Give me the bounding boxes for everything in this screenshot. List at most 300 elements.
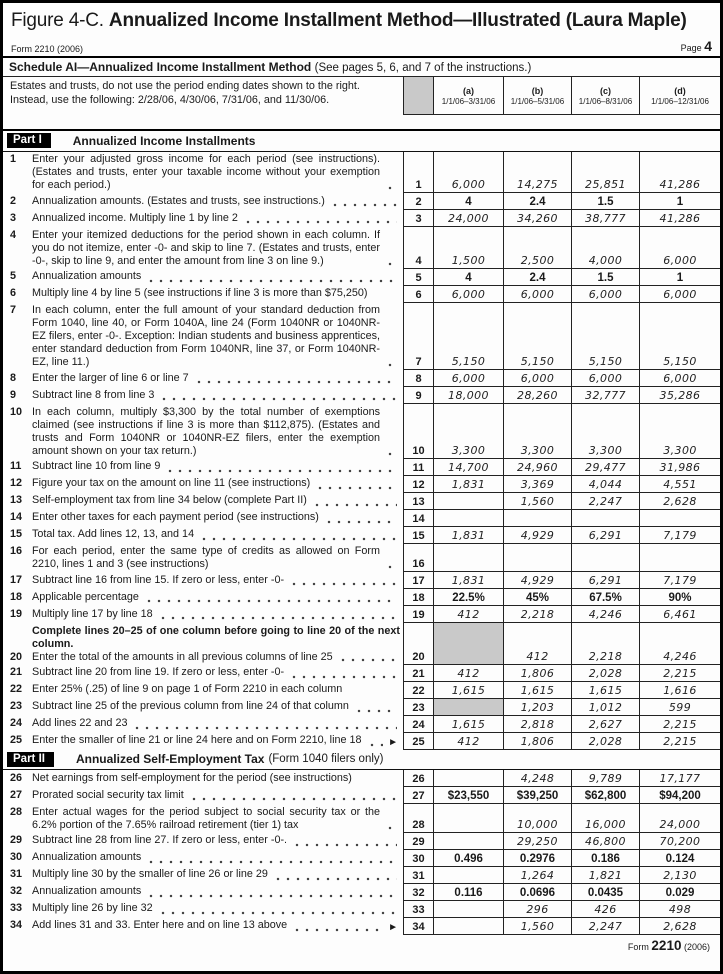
form-line-row: [3, 787, 720, 804]
value-cell-c: $62,800: [571, 787, 639, 804]
value-cell-c: 6,291: [571, 527, 639, 544]
line-description-text: [10, 270, 400, 285]
line-description-text: [10, 591, 400, 606]
line-description-text: [10, 608, 400, 623]
line-description: [3, 699, 403, 716]
line-number-left: 21: [10, 666, 23, 678]
line-description: [3, 493, 403, 510]
value-cell-b: 24,960: [503, 459, 571, 476]
form-line-row: [3, 606, 720, 623]
value-cell-a: 412: [433, 606, 503, 623]
dot-leader: [330, 197, 397, 207]
value-cell-a: [433, 901, 503, 918]
value-cell-c: [571, 544, 639, 573]
value-cell-a: 0.496: [433, 850, 503, 867]
dot-leader: [292, 837, 397, 847]
form-line-row: [3, 850, 720, 867]
line-number-left: 4: [10, 228, 17, 241]
footer-form-label: Form: [627, 941, 649, 952]
line-text: Annualization amounts: [32, 270, 142, 282]
line-description-text: [10, 789, 400, 804]
form-line-row: [3, 493, 720, 510]
value-cell-b: 29,250: [503, 833, 571, 850]
line-description: [3, 544, 403, 573]
line-description: [3, 665, 403, 682]
line-description-text: [10, 666, 400, 681]
line-number-left: 12: [10, 477, 23, 489]
line-text: Net earnings from self-employment for the period (see instructions): [32, 771, 352, 784]
line-text: Enter the larger of line 6 or line 7: [32, 371, 189, 384]
value-cell-c: 1,615: [571, 682, 639, 699]
column-header-b: [503, 77, 571, 115]
value-cell-a: 24,000: [433, 210, 503, 227]
column-letter: (d): [674, 85, 686, 96]
value-cell-c: 3,300: [571, 404, 639, 459]
value-cell-b: [503, 544, 571, 573]
dot-leader: [289, 576, 397, 586]
value-cell-a: 6,000: [433, 286, 503, 303]
value-cell-c: 6,000: [571, 370, 639, 387]
form-line-row: [3, 152, 720, 194]
line-description-text: [10, 528, 400, 543]
value-cell-a: 412: [433, 665, 503, 682]
line-text: Annualization amounts: [32, 885, 142, 897]
part1-title: Annualized Income Installments: [72, 133, 256, 148]
value-cell-d: $94,200: [639, 787, 720, 804]
column-letter: (b): [531, 85, 544, 96]
part2-header: [3, 750, 720, 771]
line-description-text: [10, 683, 400, 698]
form-line-row: [3, 699, 720, 716]
value-cell-a: [433, 510, 503, 527]
dot-leader: [385, 820, 397, 830]
estates-trusts-note: Estates and trusts, do not use the period ending dates shown to the right. Instead, use the following: 2/28/06, 4/30/06, 7/31/06, and 11/30/06.: [10, 80, 360, 106]
line-number-cell: 14: [403, 510, 433, 527]
line-description: [3, 850, 403, 867]
value-cell-a: [433, 493, 503, 510]
line-number-left: 27: [10, 788, 23, 801]
value-cell-d: 41,286: [639, 210, 720, 227]
value-cell-d: 1: [639, 193, 720, 210]
value-cell-b: 0.0696: [503, 884, 571, 901]
value-cell-a: 4: [433, 193, 503, 210]
line-number-left: 1: [10, 153, 17, 165]
value-cell-d: 1,616: [639, 682, 720, 699]
value-cell-d: 2,130: [639, 867, 720, 884]
column-header-a: [433, 77, 503, 115]
line-number-cell: 4: [403, 227, 433, 269]
line-number-left: 2: [10, 194, 17, 207]
line-description: [3, 370, 403, 387]
line-description-text: [10, 406, 400, 458]
value-cell-b: 0.2976: [503, 850, 571, 867]
form-id: Form 2210 (2006): [11, 44, 84, 54]
value-cell-a: 6,000: [433, 152, 503, 194]
column-range: 1/1/06–5/31/06: [510, 96, 565, 106]
value-cell-a: 1,500: [433, 227, 503, 269]
value-cell-d: 70,200: [639, 833, 720, 850]
line-description-text: [10, 717, 400, 732]
line-text: Total tax. Add lines 12, 13, and 14: [32, 528, 195, 540]
line-description: [3, 623, 403, 665]
line-number-cell: 31: [403, 867, 433, 884]
line-text: Multiply line 26 by line 32: [32, 902, 153, 914]
value-cell-c: 2,218: [571, 623, 639, 665]
dot-leader: [292, 922, 383, 932]
value-cell-d: 7,179: [639, 527, 720, 544]
shaded-corner-cell: [403, 77, 433, 115]
line-description-text: [10, 919, 400, 934]
value-cell-d: 3,300: [639, 404, 720, 459]
line-text: Enter 25% (.25) of line 9 on page 1 of Form 2210 in each column: [32, 683, 343, 695]
line-number-cell: 3: [403, 210, 433, 227]
value-cell-b: 5,150: [503, 303, 571, 371]
form-line-row: [3, 476, 720, 493]
value-cell-b: 2,218: [503, 606, 571, 623]
line-number-left: 5: [10, 270, 17, 282]
line-number-cell: 34: [403, 918, 433, 935]
dot-leader: [312, 497, 397, 507]
value-cell-d: 5,150: [639, 303, 720, 371]
line-text: Subtract line 16 from line 15. If zero or less, enter -0-: [32, 573, 285, 586]
value-cell-b: 1,806: [503, 733, 571, 750]
value-cell-c: 1.5: [571, 193, 639, 210]
value-cell-b: 3,369: [503, 476, 571, 493]
value-cell-b: 1,264: [503, 867, 571, 884]
dot-leader: [385, 357, 397, 367]
value-cell-c: 32,777: [571, 387, 639, 404]
value-cell-c: 0.0435: [571, 884, 639, 901]
value-cell-d: 4,551: [639, 476, 720, 493]
value-cell-a: 1,831: [433, 476, 503, 493]
form-line-row: [3, 227, 720, 269]
value-cell-c: 38,777: [571, 210, 639, 227]
page-footer: [3, 935, 720, 953]
value-cell-b: 412: [503, 623, 571, 665]
line-text: Multiply line 4 by line 5 (see instructions if line 3 is more than $75,250): [32, 287, 368, 299]
value-cell-a: [433, 699, 503, 716]
line-description: [3, 833, 403, 850]
form-line-row: [3, 210, 720, 227]
line-number-cell: 6: [403, 286, 433, 303]
value-cell-d: 1: [639, 269, 720, 286]
value-cell-b: 4,248: [503, 770, 571, 787]
line-number-left: 25: [10, 734, 23, 746]
line-description: [3, 682, 403, 699]
line-number-left: 19: [10, 607, 23, 620]
footer-form-year: (2006): [683, 941, 710, 952]
value-cell-c: 25,851: [571, 152, 639, 194]
form-line-row: [3, 901, 720, 918]
line-number-cell: 26: [403, 770, 433, 787]
form-line-row: [3, 544, 720, 573]
part2-rows: [3, 770, 720, 935]
page-indicator: [681, 38, 712, 54]
value-cell-a: [433, 544, 503, 573]
value-cell-a: [433, 833, 503, 850]
value-cell-a: 5,150: [433, 303, 503, 371]
value-cell-b: 3,300: [503, 404, 571, 459]
value-cell-d: 4,246: [639, 623, 720, 665]
line-number-left: 29: [10, 834, 23, 846]
dot-leader: [243, 214, 397, 224]
value-cell-b: 1,615: [503, 682, 571, 699]
line-number-cell: 12: [403, 476, 433, 493]
line-number-cell: 22: [403, 682, 433, 699]
line-number-left: 33: [10, 902, 23, 914]
value-cell-b: 4,929: [503, 527, 571, 544]
line-text: Applicable percentage: [32, 590, 139, 603]
line-number-cell: 1: [403, 152, 433, 194]
form-line-row: [3, 459, 720, 476]
line-number-cell: 13: [403, 493, 433, 510]
column-range: 1/1/06–8/31/06: [578, 96, 633, 106]
line-description-text: [10, 700, 400, 715]
line-text: Add lines 31 and 33. Enter here and on line 13 above: [32, 919, 288, 931]
schedule-title: Schedule AI—Annualized Income Installment Method: [9, 60, 312, 74]
value-cell-a: [433, 867, 503, 884]
value-cell-c: [571, 510, 639, 527]
figure-label: Figure 4-C.: [11, 10, 104, 31]
line-description-text: [10, 287, 400, 302]
line-number-left: 23: [10, 700, 23, 712]
value-cell-c: 6,291: [571, 572, 639, 589]
line-number-left: 22: [10, 683, 23, 695]
part2-badge: Part II: [7, 752, 54, 767]
form-line-row: [3, 884, 720, 901]
line-number-cell: 32: [403, 884, 433, 901]
line-description: [3, 716, 403, 733]
line-number-left: 15: [10, 528, 23, 540]
line-description-text: [10, 511, 400, 526]
line-number-left: 26: [10, 771, 23, 784]
line-text: Enter the smaller of line 21 or line 24 here and on Form 2210, line 18: [32, 734, 362, 746]
line-number-left: 28: [10, 805, 23, 818]
form-line-row: [3, 370, 720, 387]
form-line-row: [3, 623, 720, 665]
value-cell-a: [433, 804, 503, 833]
line-text: In each column, enter the full amount of your standard deduction from Form 1040, line 40, or Form 1040A, line 24 (Form 1040NR or 1040NR-EZ filers, enter -0-. Exception: Indian students and business apprentices, enter standard deduction from Form 1040NR, line 37, or Form 1040NR-EZ, line 11.): [32, 304, 380, 368]
line-number-cell: 21: [403, 665, 433, 682]
part2-title: Annualized Self-Employment Tax: [75, 752, 265, 766]
line-number-left: 8: [10, 371, 17, 384]
line-description-text: [10, 885, 400, 900]
line-description: [3, 572, 403, 589]
value-cell-a: 6,000: [433, 370, 503, 387]
value-cell-b: 34,260: [503, 210, 571, 227]
form-line-row: [3, 804, 720, 833]
form-line-row: [3, 770, 720, 787]
part1-rows: [3, 152, 720, 750]
line-number-cell: 16: [403, 544, 433, 573]
line-description: [3, 901, 403, 918]
column-letter: (c): [600, 85, 611, 96]
line-number-cell: 25: [403, 733, 433, 750]
line-text: Figure your tax on the amount on line 11 (see instructions): [32, 477, 311, 489]
value-cell-c: 1,012: [571, 699, 639, 716]
line-description: [3, 733, 403, 750]
line-number-left: 30: [10, 851, 23, 863]
line-text: Subtract line 8 from line 3: [32, 388, 155, 401]
dot-leader: [273, 871, 397, 881]
dot-leader: [289, 669, 397, 679]
line-number-cell: 28: [403, 804, 433, 833]
dot-leader: [144, 593, 397, 603]
line-number-left: 17: [10, 573, 23, 586]
value-cell-b: 45%: [503, 589, 571, 606]
line-description-text: [10, 477, 400, 492]
column-range: 1/1/06–12/31/06: [651, 96, 709, 106]
value-cell-c: 4,000: [571, 227, 639, 269]
schedule-note: (See pages 5, 6, and 7 of the instructions.): [314, 62, 532, 74]
line-description: [3, 606, 403, 623]
line-description-text: [10, 212, 400, 227]
line-number-left: 11: [10, 460, 22, 472]
line-text: For each period, enter the same type of credits as allowed on Form 2210, lines 1 and 3 (see instructions): [32, 545, 380, 570]
line-note: Complete lines 20–25 of one column before going to line 20 of the next column.: [32, 624, 400, 650]
line-description: [3, 227, 403, 269]
dot-leader: [146, 273, 397, 283]
line-number-left: 34: [10, 919, 23, 931]
line-description: [3, 510, 403, 527]
line-description-text: [10, 389, 400, 404]
line-text: Enter other taxes for each payment period (see instructions): [32, 511, 319, 523]
value-cell-d: 6,000: [639, 286, 720, 303]
value-cell-c: 29,477: [571, 459, 639, 476]
line-number-cell: 18: [403, 589, 433, 606]
value-cell-b: 2.4: [503, 269, 571, 286]
value-cell-d: 6,000: [639, 370, 720, 387]
line-description-text: [10, 195, 400, 210]
value-cell-d: 2,215: [639, 716, 720, 733]
line-description: [3, 404, 403, 459]
line-text: Annualization amounts: [32, 851, 142, 863]
form-line-row: [3, 269, 720, 286]
line-description-text: [10, 902, 400, 917]
form-line-row: [3, 303, 720, 371]
value-cell-b: 10,000: [503, 804, 571, 833]
line-number-cell: 9: [403, 387, 433, 404]
value-cell-c: 4,246: [571, 606, 639, 623]
line-number-left: 31: [10, 868, 23, 880]
dot-leader: [385, 256, 397, 266]
value-cell-b: 2,818: [503, 716, 571, 733]
value-cell-d: 17,177: [639, 770, 720, 787]
line-text: Prorated social security tax limit: [32, 788, 184, 801]
line-description: [3, 193, 403, 210]
arrow-icon: ►: [388, 921, 398, 933]
line-description-text: [10, 772, 400, 787]
line-description: [3, 589, 403, 606]
line-text: Self-employment tax from line 34 below (complete Part II): [32, 494, 307, 506]
value-cell-c: 2,247: [571, 918, 639, 935]
value-cell-d: 6,461: [639, 606, 720, 623]
value-cell-a: 1,831: [433, 572, 503, 589]
page-number: 4: [704, 38, 712, 54]
schedule-title-row: [3, 58, 720, 77]
part1-badge: Part I: [7, 133, 51, 148]
line-text: Annualized income. Multiply line 1 by line 2: [32, 211, 238, 224]
line-description: [3, 770, 403, 787]
dot-leader: [385, 446, 397, 456]
line-description-text: [10, 372, 400, 387]
line-number-left: 32: [10, 885, 23, 897]
dot-leader: [165, 463, 397, 473]
value-cell-d: 2,215: [639, 733, 720, 750]
form-line-row: [3, 572, 720, 589]
value-cell-c: 2,247: [571, 493, 639, 510]
value-cell-a: [433, 918, 503, 935]
line-description: [3, 286, 403, 303]
value-cell-c: 1,821: [571, 867, 639, 884]
dot-leader: [146, 888, 397, 898]
line-number-cell: 27: [403, 787, 433, 804]
form-line-row: [3, 404, 720, 459]
line-description-text: [10, 834, 400, 849]
value-cell-b: 1,560: [503, 918, 571, 935]
form-line-row: [3, 193, 720, 210]
value-cell-a: 3,300: [433, 404, 503, 459]
value-cell-b: [503, 510, 571, 527]
column-header-c: [571, 77, 639, 115]
column-letter: (a): [463, 85, 474, 96]
value-cell-d: 6,000: [639, 227, 720, 269]
value-cell-a: 14,700: [433, 459, 503, 476]
line-number-left: 18: [10, 590, 23, 603]
dot-leader: [385, 559, 397, 569]
line-description: [3, 527, 403, 544]
line-number-cell: 30: [403, 850, 433, 867]
footer-form-number: 2210: [651, 937, 682, 953]
value-cell-c: 426: [571, 901, 639, 918]
line-description: [3, 303, 403, 371]
line-number-left: 20: [10, 650, 23, 663]
line-number-left: 9: [10, 388, 17, 401]
line-description: [3, 476, 403, 493]
value-cell-d: 2,215: [639, 665, 720, 682]
form-line-row: [3, 527, 720, 544]
arrow-icon: ►: [388, 736, 398, 748]
line-description-text: [10, 545, 400, 571]
line-number-cell: 7: [403, 303, 433, 371]
line-number-cell: 2: [403, 193, 433, 210]
line-number-left: 7: [10, 304, 17, 316]
line-text: In each column, multiply $3,300 by the total number of exemptions claimed (see instructions if line 3 is more than $112,875). (Estates and trusts and Form 1040NR or 1040NR-EZ filers, enter the exemption amount shown on your tax return.): [32, 405, 380, 457]
form-line-row: [3, 867, 720, 884]
dot-leader: [146, 854, 397, 864]
value-cell-a: 18,000: [433, 387, 503, 404]
value-cell-d: 35,286: [639, 387, 720, 404]
line-text: Subtract line 20 from line 19. If zero or less, enter -0-: [32, 666, 285, 678]
line-number-cell: 23: [403, 699, 433, 716]
line-text: Annualization amounts. (Estates and trusts, see instructions.): [32, 194, 325, 207]
line-description: [3, 459, 403, 476]
form-line-row: [3, 665, 720, 682]
line-number-cell: 8: [403, 370, 433, 387]
line-description: [3, 210, 403, 227]
line-number-left: 13: [10, 494, 23, 506]
line-text: Enter your itemized deductions for the period shown in each column. If you do not itemize, enter -0- and skip to line 7. (Estates and trusts, enter -0-, skip to line 9, and enter the amount from line 3 on line 9.): [32, 228, 380, 267]
value-cell-c: 0.186: [571, 850, 639, 867]
column-header-d: [639, 77, 720, 115]
dot-leader: [367, 737, 384, 747]
line-number-cell: 5: [403, 269, 433, 286]
value-cell-c: 6,000: [571, 286, 639, 303]
value-cell-d: 2,628: [639, 493, 720, 510]
value-cell-b: 4,929: [503, 572, 571, 589]
line-description-text: [10, 806, 400, 832]
line-description: [3, 269, 403, 286]
